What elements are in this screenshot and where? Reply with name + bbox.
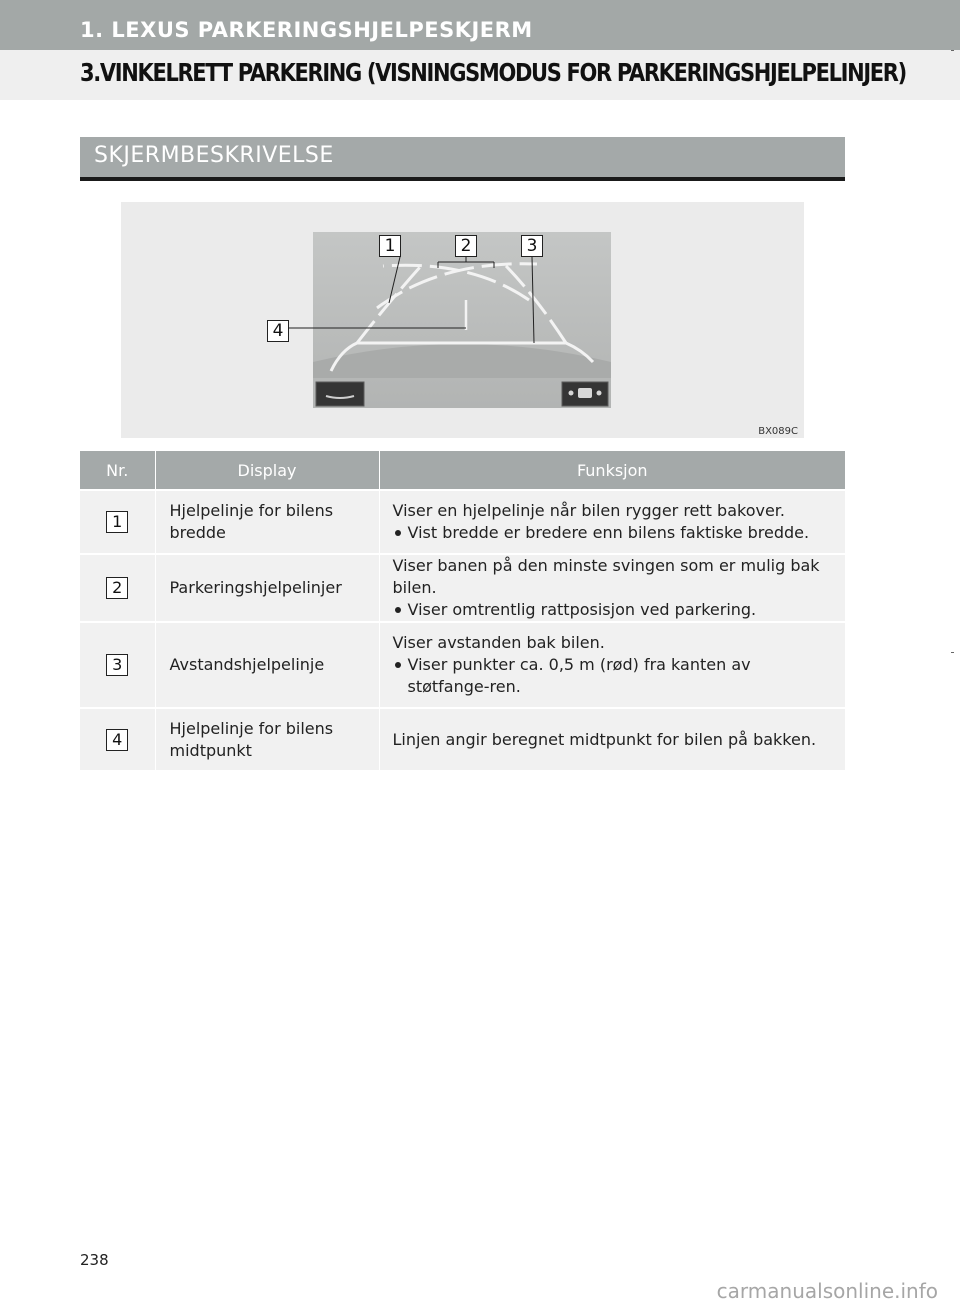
parking-guide-button-icon	[316, 382, 364, 406]
row-display: Hjelpelinje for bilens midtpunkt	[155, 708, 379, 770]
chapter-title: 1. LEXUS PARKERINGSHJELPESKJERM	[80, 18, 533, 42]
row-display: Parkeringshjelpelinjer	[155, 554, 379, 622]
row-display: Avstandshjelpelinje	[155, 622, 379, 708]
row-number-box: 2	[106, 577, 128, 599]
callout-4: 4	[267, 320, 289, 342]
figure-code: BX089C	[758, 426, 798, 437]
row-function: Linjen angir beregnet midtpunkt for bilen på bakken.	[392, 729, 817, 749]
row-2-number-cell	[80, 554, 155, 622]
row-function: Viser en hjelpelinje når bilen rygger rett bakover.	[392, 501, 785, 520]
header-function: Funksjon	[379, 451, 845, 490]
watermark: carmanualsonline.info	[716, 1279, 938, 1303]
parking-sensor-glyph	[578, 388, 592, 398]
callout-2: 2	[455, 235, 477, 257]
row-bullet: Viser omtrentlig rattposisjon ved parkering.	[393, 599, 834, 621]
crop-mark	[951, 652, 954, 653]
row-bullet: Viser punkter ca. 0,5 m (rød) fra kanten av støtfange-ren.	[393, 654, 834, 698]
row-function: Viser avstanden bak bilen.	[392, 633, 605, 652]
row-number-box: 1	[106, 511, 128, 533]
camera-figure	[121, 202, 804, 438]
callout-1: 1	[379, 235, 401, 257]
row-3-function-cell	[379, 622, 845, 708]
header-display: Display	[155, 451, 379, 490]
parking-sensor-dot-right	[597, 391, 602, 396]
table-row	[80, 708, 845, 770]
description-table	[80, 451, 845, 770]
row-number-box: 4	[106, 729, 128, 751]
table-row	[80, 490, 845, 554]
row-1-function-cell	[379, 490, 845, 554]
table-row	[80, 554, 845, 622]
row-4-number-cell	[80, 708, 155, 770]
crop-mark	[951, 50, 954, 51]
subsection-title: SKJERMBESKRIVELSE	[94, 143, 334, 168]
row-display: Hjelpelinje for bilens bredde	[155, 490, 379, 554]
callout-3: 3	[521, 235, 543, 257]
row-function: Viser banen på den minste svingen som er mulig bak bilen.	[392, 556, 820, 597]
parking-sensor-dot-left	[569, 391, 574, 396]
row-bullet: Vist bredde er bredere enn bilens faktiske bredde.	[393, 522, 834, 544]
row-2-function-cell	[379, 554, 845, 622]
table-row	[80, 622, 845, 708]
row-4-function-cell	[379, 708, 845, 770]
header-number: Nr.	[80, 451, 155, 490]
subsection-header	[80, 137, 845, 181]
page-number: 238	[80, 1251, 109, 1269]
row-3-number-cell	[80, 622, 155, 708]
row-1-number-cell	[80, 490, 155, 554]
section-title: 3.VINKELRETT PARKERING (VISNINGSMODUS FOR PARKERINGSHJELPELINJER)	[80, 58, 906, 87]
table-header-row	[80, 451, 845, 490]
row-number-box: 3	[106, 654, 128, 676]
